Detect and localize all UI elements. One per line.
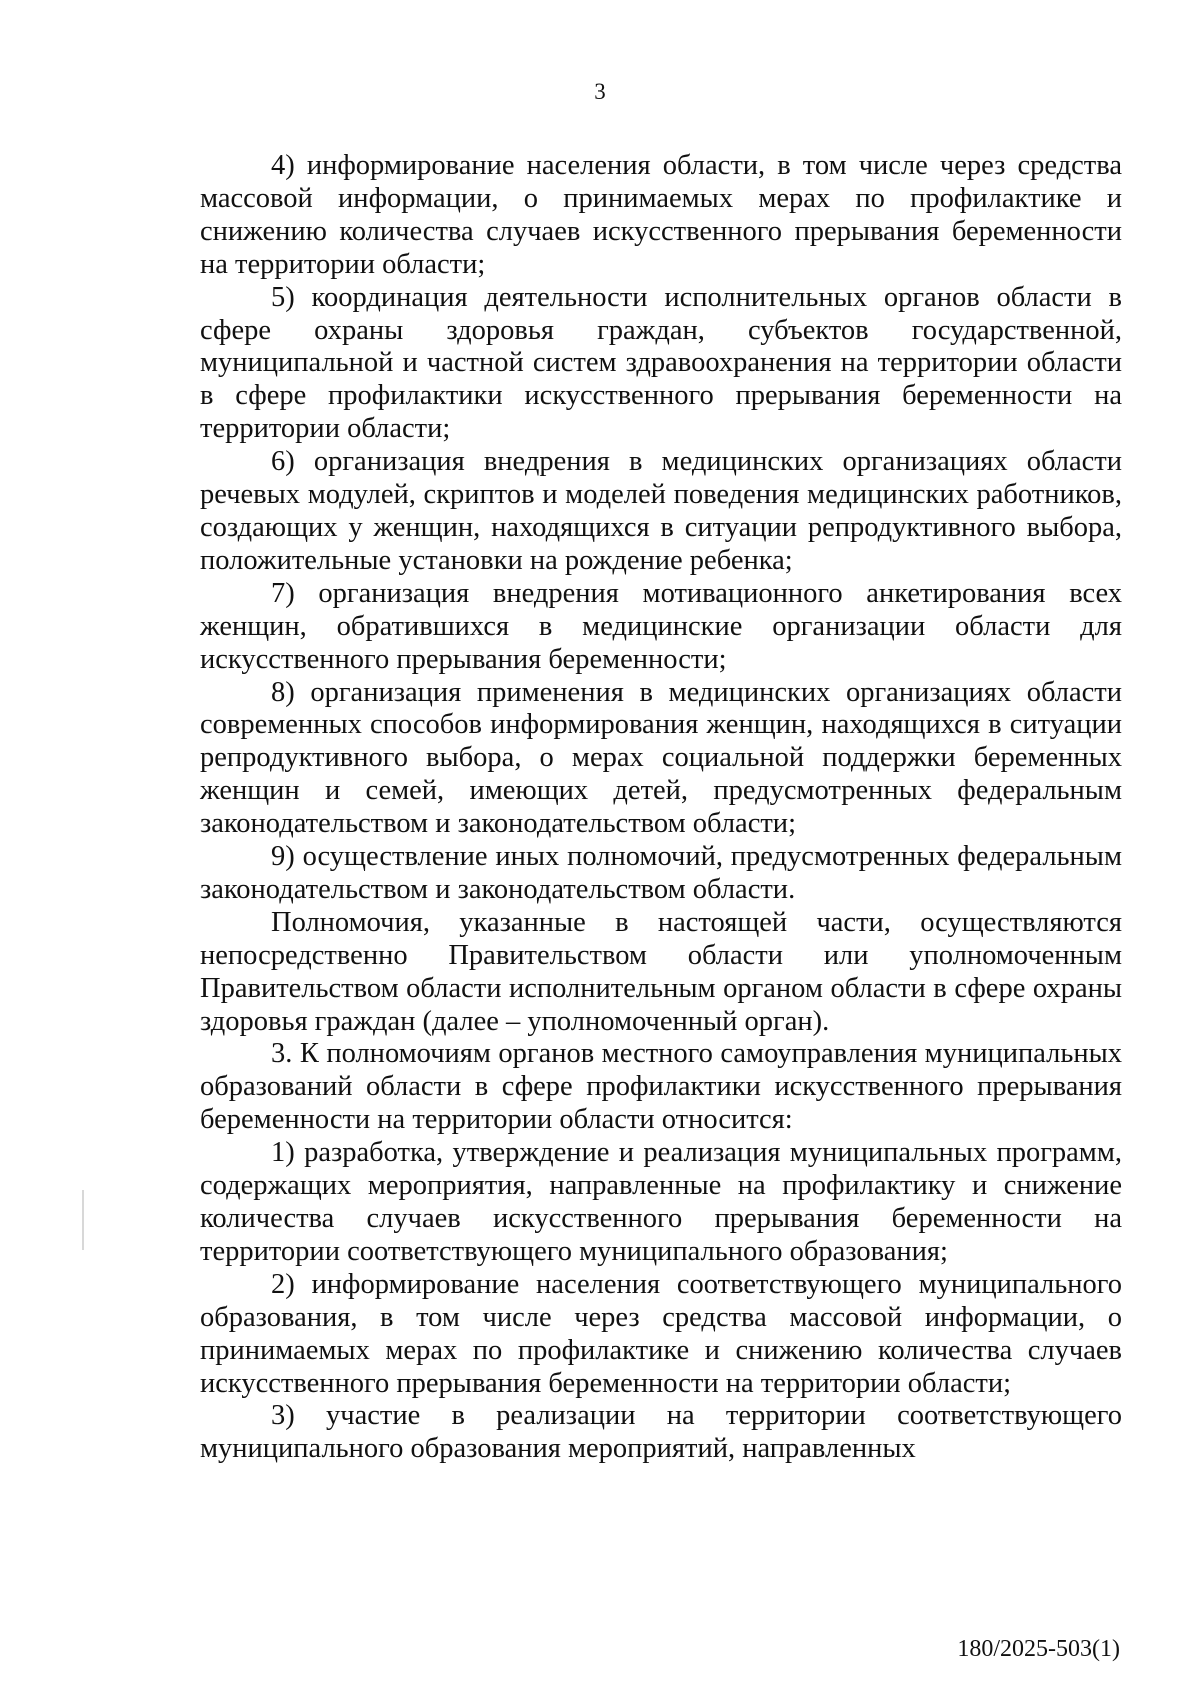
scan-artifact-mark [82,1190,84,1250]
paragraph-item-4-informing: 4) информирование населения области, в том числе через средства массовой информации, о принимаемых мерах по профилактике и снижению количества случаев искусственного прерывания беременности на территории области; [200,150,1122,280]
paragraph-item-9-other-powers: 9) осуществление иных полномочий, предусмотренных федеральным законодательством и законодательством области. [200,841,1122,905]
paragraph-local-item-2-informing: 2) информирование населения соответствующего муниципального образования, в том числе через средства массовой информации, о принимаемых мерах по профилактике и снижению количества случаев искусственного прерывания беременности на территории области; [200,1268,1122,1399]
document-registration-code: 180/2025-503(1) [957,1636,1120,1662]
paragraph-item-8-informing-women: 8) организация применения в медицинских организациях области современных способов информирования женщин, находящихся в ситуации репродуктивного выбора, о мерах социальной поддержки беременных женщин и семей, имеющих детей, предусмотренных федеральным законодательством и законодательством области; [200,676,1122,840]
paragraph-item-6-speech-modules: 6) организация внедрения в медицинских организациях области речевых модулей, скриптов и моделей поведения медицинских работников, создающих у женщин, находящихся в ситуации репродуктивного выбора, положительные установки на рождение ребенка; [200,446,1122,576]
paragraph-section-3-local-powers: 3. К полномочиям органов местного самоуправления муниципальных образований области в сфере профилактики искусственного прерывания беременности на территории области относится: [200,1038,1122,1136]
paragraph-local-item-3-participation: 3) участие в реализации на территории соответствующего муниципального образования мероприятий, направленных [200,1400,1122,1465]
document-body [200,150,1122,1466]
page-number: 3 [594,79,606,104]
paragraph-item-5-coordination: 5) координация деятельности исполнительных органов области в сфере охраны здоровья граждан, субъектов государственной, муниципальной и частной систем здравоохранения на территории области в сфере профилактики искусственного прерывания беременности на территории области; [200,281,1122,445]
paragraph-item-7-questionnaire: 7) организация внедрения мотивационного анкетирования всех женщин, обратившихся в медицинские организации области для искусственного прерывания беременности; [200,577,1122,675]
paragraph-powers-exercised: Полномочия, указанные в настоящей части, осуществляются непосредственно Правительством области или уполномоченным Правительством области исполнительным органом области в сфере охраны здоровья граждан (далее – уполномоченный орган). [200,906,1122,1037]
paragraph-local-item-1-programs: 1) разработка, утверждение и реализация муниципальных программ, содержащих мероприятия, направленные на профилактику и снижение количества случаев искусственного прерывания беременности на территории соответствующего муниципального образования; [200,1137,1122,1267]
